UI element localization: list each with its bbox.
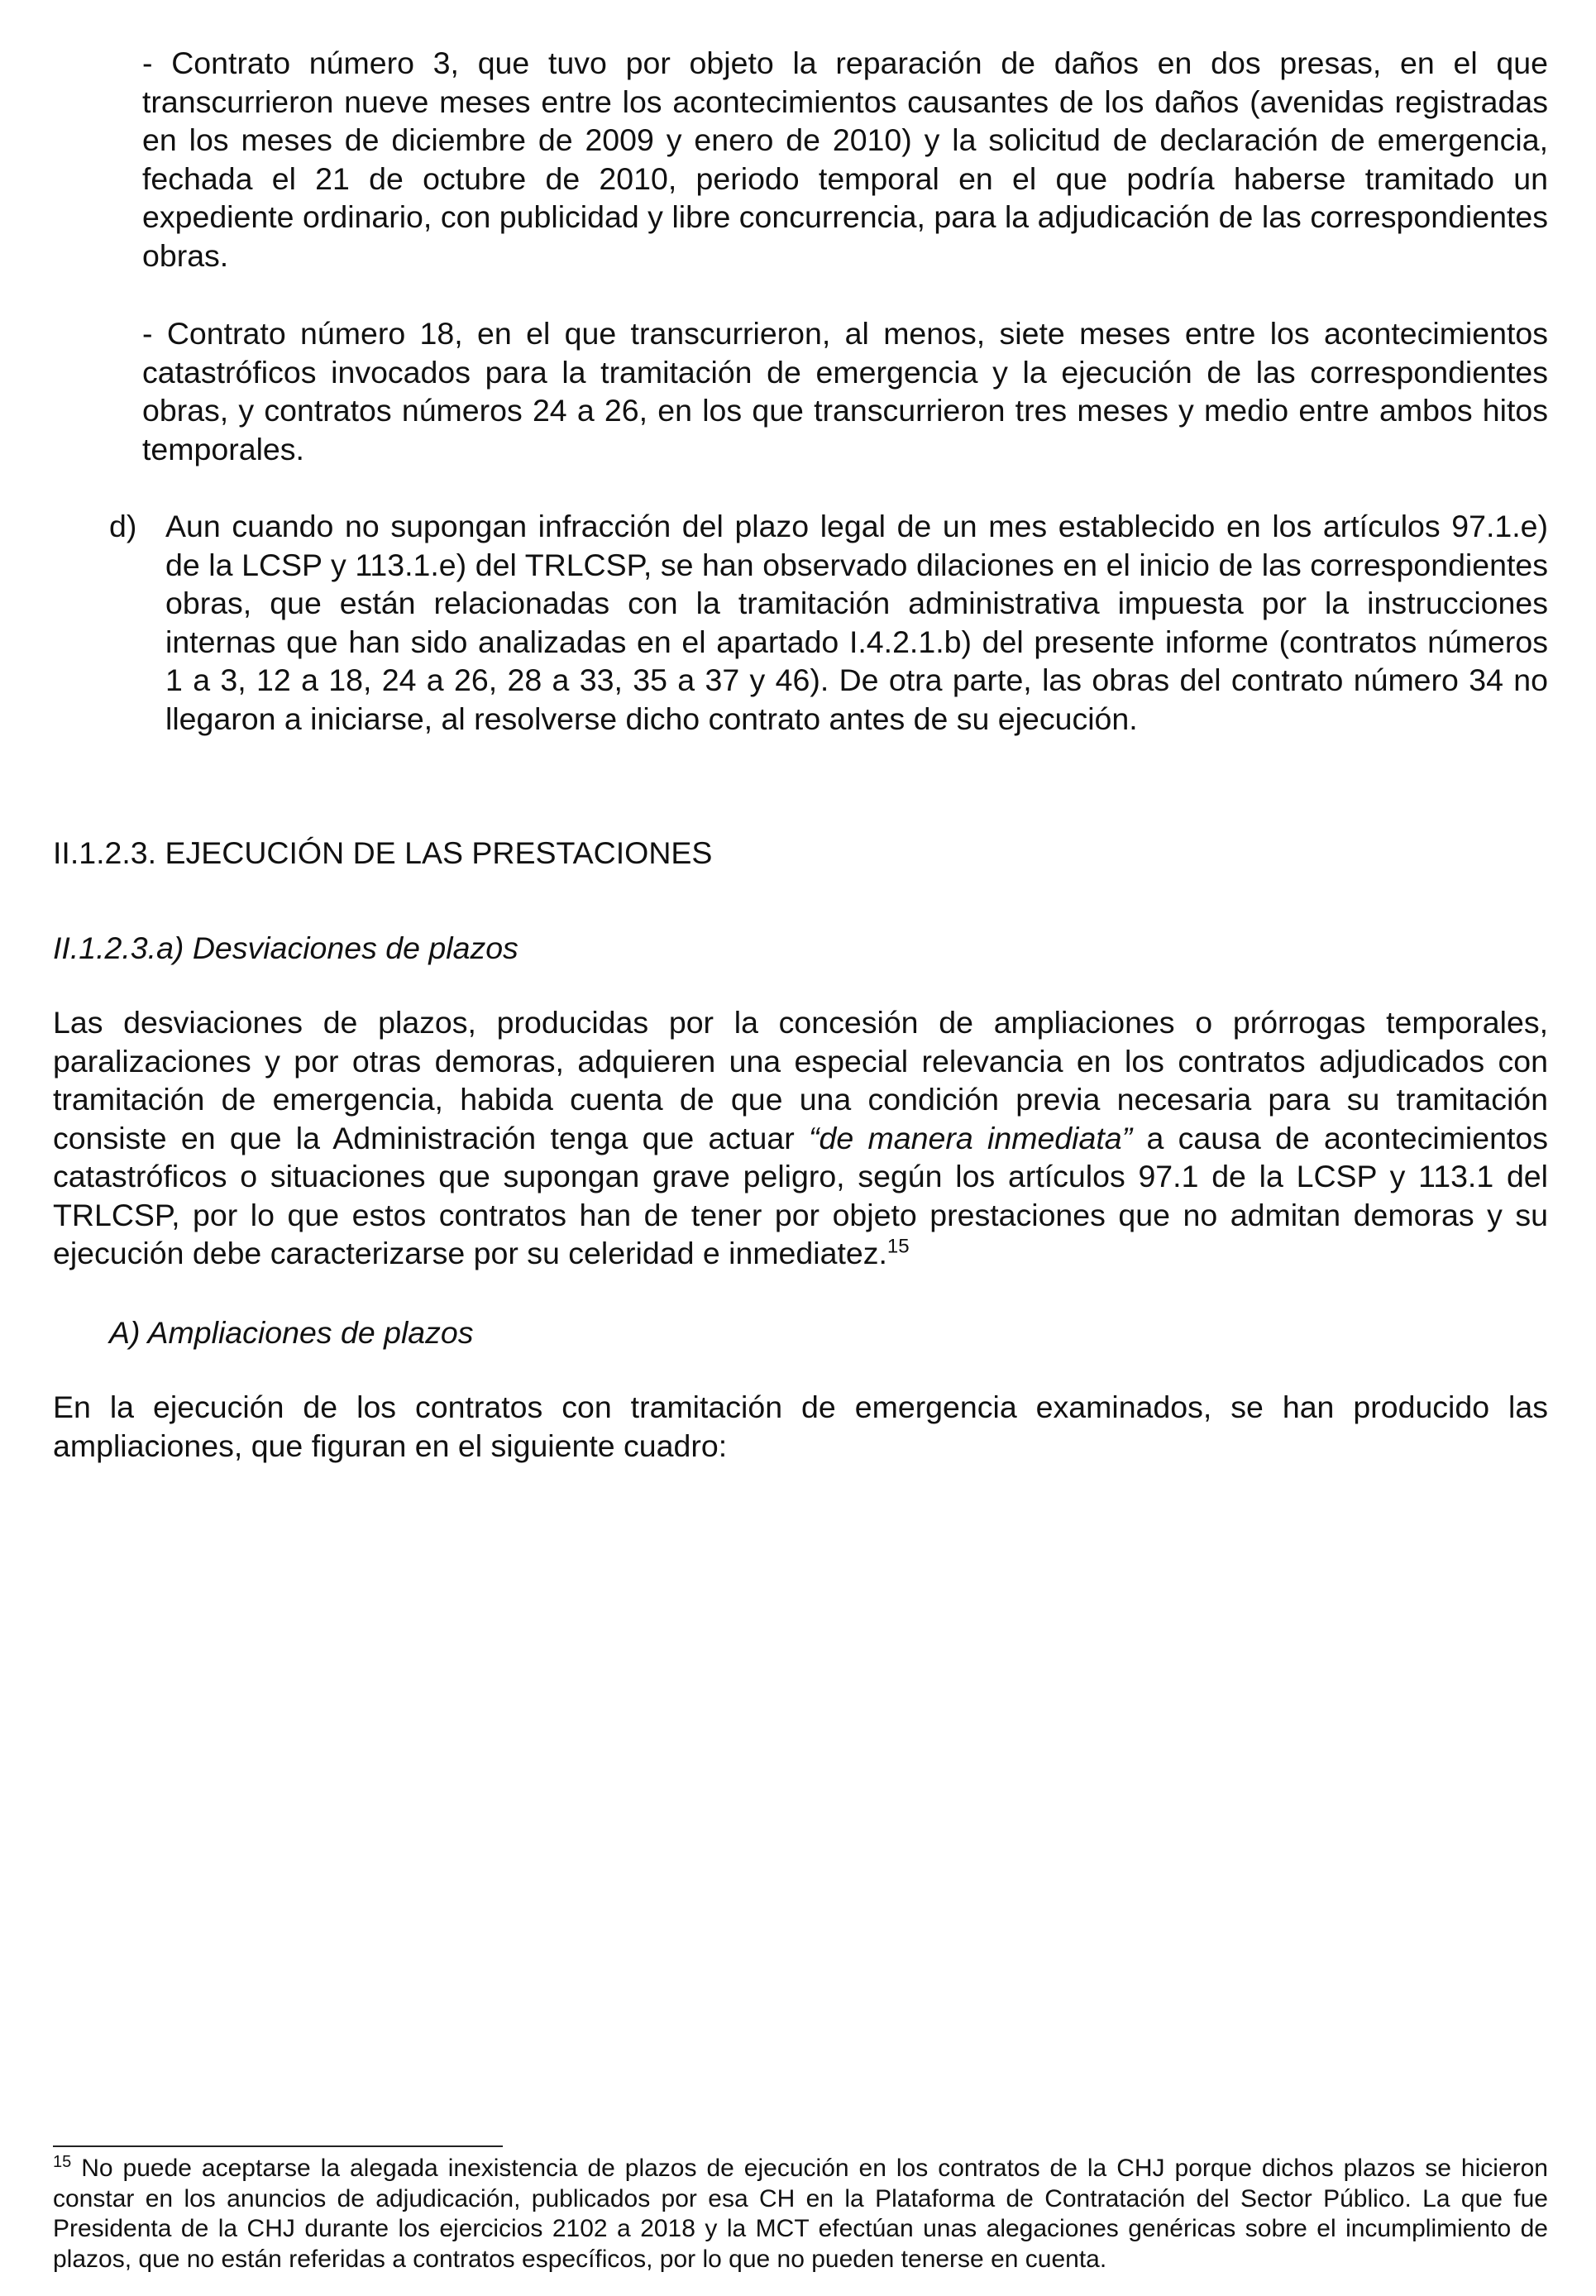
paragraph-contrato-3: - Contrato número 3, que tuvo por objeto la reparación de daños en dos presas, en el que transcurrieron nueve meses entre los acontecimientos causantes de los daños (avenidas registradas en los meses de diciembre de 2009 y enero de 2010) y la solicitud de declaración de emergencia, fechada el 21 de octubre de 2010, periodo temporal en el que podría haberse tramitado un expediente ordinario, con publicidad y libre concurrencia, para la adjudicación de las correspondientes obras. bbox=[142, 45, 1548, 273]
ampliaciones-heading: A) Ampliaciones de plazos bbox=[109, 1315, 474, 1350]
footnote-reference: 15 bbox=[886, 1235, 910, 1258]
section-heading: II.1.2.3. EJECUCIÓN DE LAS PRESTACIONES bbox=[53, 835, 713, 870]
footnote bbox=[53, 2154, 1548, 2274]
subsection-heading: II.1.2.3.a) Desviaciones de plazos bbox=[53, 930, 518, 965]
paragraph-desviaciones-quote: “de manera inmediata” bbox=[809, 1120, 1133, 1155]
list-item-d-text: Aun cuando no supongan infracción del plazo legal de un mes establecido en los artículos 97.1.e) de la LCSP y 113.1.e) del TRLCSP, se han observado dilaciones en el inicio de las correspondientes obras, que están relacionadas con la tramitación administrativa impuesta por la instrucciones internas que han sido analizadas en el apartado I.4.2.1.b) del presente informe (contratos números 1 a 3, 12 a 18, 24 a 26, 28 a 33, 35 a 37 y 46). De otra parte, las obras del contrato número 34 no llegaron a iniciarse, al resolverse dicho contrato antes de su ejecución. bbox=[165, 509, 1548, 736]
list-item-label-d: d) bbox=[109, 509, 137, 543]
paragraph-desviaciones-text-1: Las desviaciones de plazos, producidas por la concesión de ampliaciones o prórrogas temporales, paralizaciones y por otras demoras, adquieren una especial relevancia en los contratos adjudicados con tramitación de emergencia, habida cuenta de que una condición previa necesaria para su tramitación consiste en que la Administración tenga que actuar bbox=[53, 1005, 1548, 1155]
footnote-number: 15 bbox=[53, 2153, 72, 2171]
paragraph-contrato-18: - Contrato número 18, en el que transcurrieron, al menos, siete meses entre los acontecimientos catastróficos invocados para la tramitación de emergencia y la ejecución de las correspondientes obras, y contratos números 24 a 26, en los que transcurrieron tres meses y medio entre ambos hitos temporales. bbox=[142, 316, 1548, 466]
paragraph-desviaciones bbox=[53, 1003, 1548, 1273]
footnote-divider bbox=[53, 2145, 503, 2147]
footnote-text: No puede aceptarse la alegada inexistencia de plazos de ejecución en los contratos de la CHJ porque dichos plazos se hicieron constar en los anuncios de adjudicación, publicados por esa CH en la Plataforma de Contratación del Sector Público. La que fue Presidenta de la CHJ durante los ejercicios 2102 a 2018 y la MCT efectúan unas alegaciones genéricas sobre el incumplimiento de plazos, que no están referidas a contratos específicos, por lo que no pueden tenerse en cuenta. bbox=[53, 2155, 1548, 2273]
paragraph-ampliaciones: En la ejecución de los contratos con tramitación de emergencia examinados, se han producido las ampliaciones, que figuran en el siguiente cuadro: bbox=[53, 1390, 1548, 1463]
paragraph-desviaciones-text-2: a causa de acontecimientos catastróficos o situaciones que supongan grave peligro, según los artículos 97.1 de la LCSP y 113.1 del TRLCSP, por lo que estos contratos han de tener por objeto prestaciones que no admitan demoras y su ejecución debe caracterizarse por su celeridad e inmediatez. bbox=[53, 1120, 1548, 1270]
